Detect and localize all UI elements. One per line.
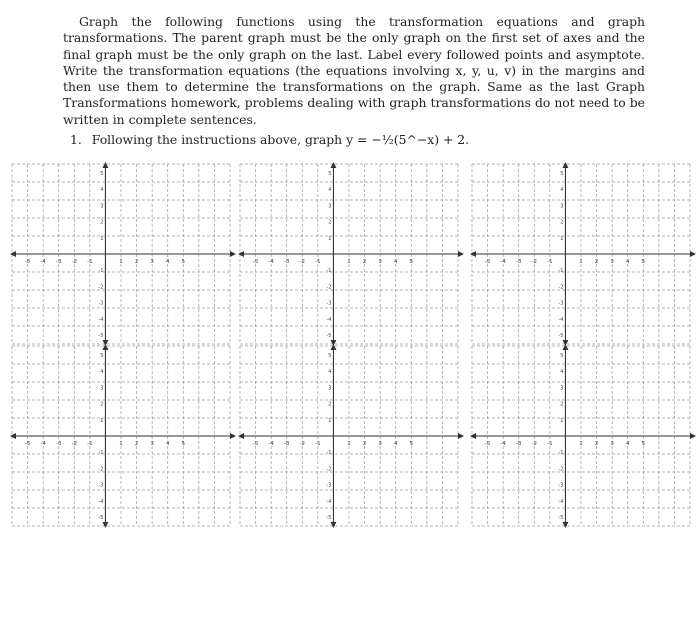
x-tick-label: 5 <box>409 259 414 265</box>
y-tick-label: 3 <box>560 385 564 392</box>
y-tick-label: -1 <box>326 450 332 457</box>
x-tick-label: -5 <box>24 441 31 447</box>
y-tick-label: 3 <box>560 203 564 210</box>
problem-number: 1. <box>70 132 82 147</box>
x-tick-label: -3 <box>55 441 62 447</box>
y-tick-label: -5 <box>98 515 104 521</box>
y-tick-label: -4 <box>98 316 104 323</box>
x-tick-label: 4 <box>625 441 630 447</box>
x-tick-label: 4 <box>165 259 170 265</box>
grid-container-3 <box>470 162 698 350</box>
x-tick-label: 5 <box>181 259 186 265</box>
x-tick-label: -1 <box>547 441 553 447</box>
y-tick-label: 5 <box>100 171 104 177</box>
y-axis-arrow-down <box>562 522 568 528</box>
y-axis-arrow-down <box>102 522 108 528</box>
y-tick-label: -4 <box>558 498 564 505</box>
x-axis-arrow-left <box>470 251 476 257</box>
y-tick-label: 2 <box>328 401 332 408</box>
y-tick-label: 1 <box>100 417 104 424</box>
x-tick-label: 3 <box>150 441 154 447</box>
y-tick-label: 5 <box>328 171 332 177</box>
y-tick-label: -5 <box>98 333 104 339</box>
x-tick-label: -3 <box>515 259 522 265</box>
y-tick-label: 3 <box>328 385 332 392</box>
x-tick-label: 5 <box>409 441 414 447</box>
x-tick-label: -1 <box>315 441 321 447</box>
x-axis-arrow-left <box>238 251 244 257</box>
problem-1 <box>70 132 630 148</box>
y-tick-label: 1 <box>328 417 332 424</box>
x-tick-label: -3 <box>515 441 522 447</box>
x-tick-label: -4 <box>500 259 506 265</box>
y-tick-label: -2 <box>326 284 332 291</box>
y-axis-arrow <box>330 344 336 350</box>
y-tick-label: -2 <box>98 466 104 473</box>
x-tick-label: 3 <box>150 259 154 265</box>
x-tick-label: 3 <box>378 441 382 447</box>
y-tick-label: 1 <box>560 417 564 424</box>
x-tick-label: 1 <box>347 259 351 265</box>
x-tick-label: 5 <box>181 441 186 447</box>
x-tick-label: 4 <box>393 441 398 447</box>
x-axis-arrow <box>230 251 236 257</box>
y-tick-label: -4 <box>326 316 332 323</box>
coordinate-grid-5 <box>238 344 466 528</box>
y-tick-label: 5 <box>328 353 332 359</box>
coordinate-grid-6 <box>470 344 698 528</box>
coordinate-grid-2 <box>238 162 466 346</box>
y-tick-label: 1 <box>100 235 104 242</box>
grid-container-6 <box>470 344 698 532</box>
x-tick-label: -1 <box>315 259 321 265</box>
x-tick-label: 1 <box>119 441 123 447</box>
y-tick-label: 5 <box>100 353 104 359</box>
y-tick-label: -3 <box>558 482 564 489</box>
y-tick-label: 3 <box>100 385 104 392</box>
y-tick-label: 2 <box>560 219 564 226</box>
x-tick-label: -5 <box>484 441 491 447</box>
coordinate-grid-4 <box>10 344 238 528</box>
y-tick-label: 2 <box>328 219 332 226</box>
grid-container-4 <box>10 344 238 532</box>
x-axis-arrow <box>230 433 236 439</box>
x-axis-arrow-left <box>238 433 244 439</box>
y-tick-label: -3 <box>98 300 104 307</box>
x-tick-label: 1 <box>347 441 351 447</box>
x-tick-label: 2 <box>594 259 599 265</box>
x-axis-arrow <box>458 433 464 439</box>
x-tick-label: -2 <box>299 441 306 447</box>
x-tick-label: -2 <box>71 441 78 447</box>
y-tick-label: 5 <box>560 171 564 177</box>
x-tick-label: 2 <box>134 259 139 265</box>
y-tick-label: -5 <box>558 515 564 521</box>
coordinate-grid-1 <box>10 162 238 346</box>
x-tick-label: 2 <box>134 441 139 447</box>
x-tick-label: -1 <box>547 259 553 265</box>
x-tick-label: 5 <box>641 259 646 265</box>
x-tick-label: -3 <box>55 259 62 265</box>
x-tick-label: 1 <box>579 259 583 265</box>
x-tick-label: -2 <box>531 259 538 265</box>
y-tick-label: 4 <box>560 187 564 194</box>
problem-text: Following the instructions above, graph y = −½(5^−x) + 2. <box>91 132 470 147</box>
x-tick-label: 5 <box>641 441 646 447</box>
y-axis-arrow <box>102 162 108 168</box>
y-axis-arrow-down <box>330 522 336 528</box>
y-tick-label: -5 <box>558 333 564 339</box>
y-tick-label: 1 <box>560 235 564 242</box>
y-axis-arrow <box>562 162 568 168</box>
y-tick-label: -1 <box>558 268 564 275</box>
x-tick-label: -2 <box>71 259 78 265</box>
y-tick-label: -5 <box>326 515 332 521</box>
x-tick-label: -5 <box>252 441 259 447</box>
x-axis-arrow-left <box>10 433 16 439</box>
x-tick-label: -3 <box>283 441 290 447</box>
x-tick-label: 1 <box>579 441 583 447</box>
x-tick-label: -1 <box>87 259 93 265</box>
coordinate-grid-3 <box>470 162 698 346</box>
y-axis-arrow <box>102 344 108 350</box>
x-tick-label: 4 <box>393 259 398 265</box>
y-tick-label: -1 <box>98 268 104 275</box>
y-tick-label: 4 <box>100 369 104 376</box>
y-tick-label: -4 <box>558 316 564 323</box>
y-tick-label: 1 <box>328 235 332 242</box>
x-tick-label: -2 <box>531 441 538 447</box>
x-tick-label: -4 <box>500 441 506 447</box>
y-tick-label: -3 <box>326 300 332 307</box>
y-tick-label: 2 <box>560 401 564 408</box>
x-tick-label: 4 <box>625 259 630 265</box>
x-tick-label: -1 <box>87 441 93 447</box>
y-tick-label: -2 <box>558 284 564 291</box>
x-tick-label: 2 <box>362 441 367 447</box>
y-tick-label: -1 <box>98 450 104 457</box>
x-tick-label: -5 <box>252 259 259 265</box>
y-tick-label: -4 <box>98 498 104 505</box>
y-tick-label: -2 <box>558 466 564 473</box>
x-tick-label: -4 <box>268 259 274 265</box>
x-tick-label: 3 <box>610 259 614 265</box>
x-tick-label: -5 <box>24 259 31 265</box>
y-tick-label: 4 <box>328 369 332 376</box>
y-axis-arrow <box>562 344 568 350</box>
x-tick-label: -5 <box>484 259 491 265</box>
x-tick-label: -2 <box>299 259 306 265</box>
x-tick-label: 1 <box>119 259 123 265</box>
y-tick-label: 4 <box>100 187 104 194</box>
instructions-paragraph: Graph the following functions using the transformation equations and graph transformations. The parent graph must be the only graph on the first set of axes and the final graph must be the only graph on the last. Label every followed points and asymptote. Write the transformation equations (the equations involving x, y, u, v) in the margins and then use them to determine the transformations on the graph. Same as the last Graph Transformations homework, problems dealing with graph transformations do not need to be written in complete sentences. <box>63 14 645 127</box>
y-tick-label: -3 <box>98 482 104 489</box>
y-axis-arrow <box>330 162 336 168</box>
y-tick-label: -3 <box>558 300 564 307</box>
x-tick-label: 3 <box>610 441 614 447</box>
x-tick-label: -4 <box>268 441 274 447</box>
x-tick-label: -3 <box>283 259 290 265</box>
x-axis-arrow-left <box>470 433 476 439</box>
grid-container-5 <box>238 344 466 532</box>
y-tick-label: -5 <box>326 333 332 339</box>
x-tick-label: 2 <box>594 441 599 447</box>
y-tick-label: 4 <box>328 187 332 194</box>
y-tick-label: 5 <box>560 353 564 359</box>
y-tick-label: 2 <box>100 401 104 408</box>
y-tick-label: 3 <box>328 203 332 210</box>
x-axis-arrow <box>690 433 696 439</box>
x-axis-arrow-left <box>10 251 16 257</box>
grid-container-1 <box>10 162 238 350</box>
x-tick-label: 2 <box>362 259 367 265</box>
y-tick-label: -4 <box>326 498 332 505</box>
x-tick-label: -4 <box>40 441 46 447</box>
x-tick-label: 3 <box>378 259 382 265</box>
x-axis-arrow <box>690 251 696 257</box>
grid-container-2 <box>238 162 466 350</box>
y-tick-label: -2 <box>326 466 332 473</box>
y-tick-label: 3 <box>100 203 104 210</box>
y-tick-label: 2 <box>100 219 104 226</box>
x-tick-label: -4 <box>40 259 46 265</box>
y-tick-label: -1 <box>326 268 332 275</box>
y-tick-label: -3 <box>326 482 332 489</box>
y-tick-label: 4 <box>560 369 564 376</box>
x-tick-label: 4 <box>165 441 170 447</box>
y-tick-label: -1 <box>558 450 564 457</box>
x-axis-arrow <box>458 251 464 257</box>
y-tick-label: -2 <box>98 284 104 291</box>
